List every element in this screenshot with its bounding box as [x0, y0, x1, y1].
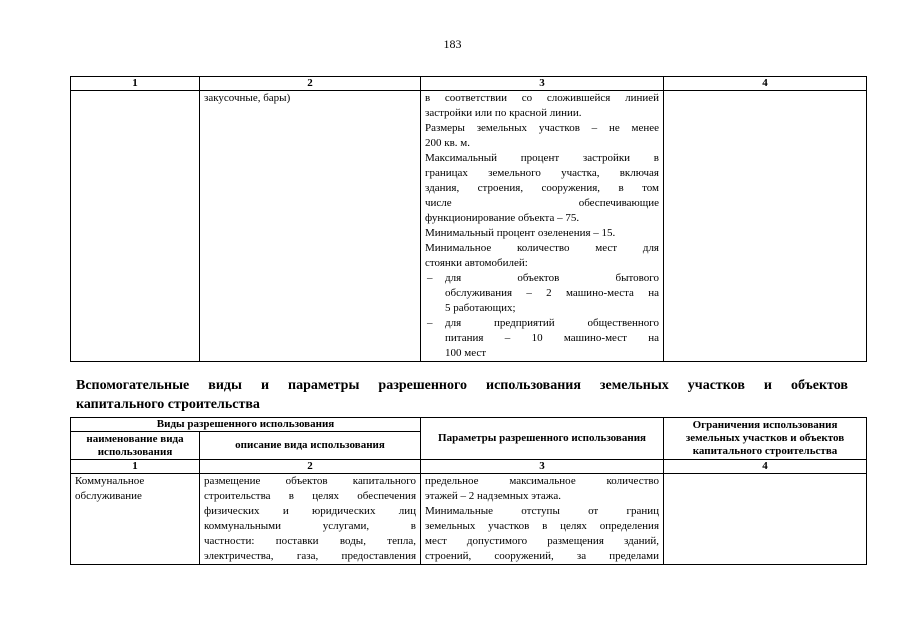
cell-parameters: [421, 91, 664, 362]
header-parameters: Параметры разрешенного использования: [421, 418, 664, 460]
section-heading-line: Вспомогательные виды и параметры разрешенного использования земельных участков и объектов: [76, 378, 848, 393]
desc-line: размещение объектов капитального: [204, 475, 417, 487]
param-line: в соответствии со сложившейся линией: [425, 92, 659, 104]
param-line: Минимальный процент озеленения – 15.: [425, 227, 616, 239]
desc-line: электричества, газа, предоставления: [204, 550, 417, 562]
param-line: здания, строения, сооружения, в том: [425, 182, 659, 194]
cell-restrictions: [664, 91, 867, 362]
param-line: мест допустимого размещения зданий,: [425, 535, 660, 547]
section-heading: [76, 376, 848, 414]
param-line: для предприятий общественного: [445, 317, 659, 329]
param-line: 100 мест: [445, 347, 487, 359]
param-line: земельных участков в целях определения: [425, 520, 660, 532]
param-line: строений, сооружений, за пределами: [425, 550, 660, 562]
page-number: 183: [443, 37, 462, 51]
cell-name: [71, 91, 200, 362]
cell-name: Коммунальное обслуживание: [71, 474, 200, 565]
table-row: [71, 474, 867, 565]
header-use-name: наименование вида использования: [71, 432, 200, 460]
col-number-2: 2: [200, 460, 421, 474]
desc-line: коммунальными услугами, в: [204, 520, 417, 532]
param-line: Максимальный процент застройки в: [425, 152, 659, 164]
col-number-4: 4: [664, 460, 867, 474]
dash-bullet-icon: –: [427, 317, 433, 329]
cell-description: закусочные, бары): [200, 91, 421, 362]
param-line: предельное максимальное количество: [425, 475, 660, 487]
col-number-3: 3: [421, 460, 664, 474]
cell-parameters: [421, 474, 664, 565]
param-line: 200 кв. м.: [425, 137, 470, 149]
col-number-1: 1: [71, 460, 200, 474]
auxiliary-uses-table: [70, 417, 867, 565]
param-line: стоянки автомобилей:: [425, 257, 528, 269]
dash-bullet-icon: –: [427, 272, 433, 284]
desc-line: частности: поставки воды, тепла,: [204, 535, 417, 547]
cell-description: [200, 474, 421, 565]
param-line: для объектов бытового: [445, 272, 659, 284]
param-line: застройки или по красной линии.: [425, 107, 582, 119]
desc-line: строительства в целях обеспечения: [204, 490, 417, 502]
param-line: функционирование объекта – 75.: [425, 212, 580, 224]
table-row: [71, 91, 867, 362]
cell-restrictions: [664, 474, 867, 565]
param-line: границах земельного участка, включая: [425, 167, 659, 179]
column-number-row: [71, 77, 867, 91]
header-use-types: Виды разрешенного использования: [71, 418, 421, 432]
dash-list-item: [425, 316, 659, 361]
param-line: 5 работающих;: [445, 302, 516, 314]
param-line: Минимальные отступы от границ: [425, 505, 660, 517]
section-heading-line: капитального строительства: [76, 397, 260, 412]
param-line: числе обеспечивающие: [425, 197, 659, 209]
header-row: [71, 418, 867, 432]
param-line: Минимальное количество мест для: [425, 242, 659, 254]
param-line: питания – 10 машино-мест на: [445, 332, 659, 344]
continued-table: [70, 76, 867, 362]
column-number-row: [71, 460, 867, 474]
param-line: Размеры земельных участков – не менее: [425, 122, 659, 134]
dash-list-item: [425, 271, 659, 316]
param-line: этажей – 2 надземных этажа.: [425, 490, 562, 502]
param-line: обслуживания – 2 машино-места на: [445, 287, 659, 299]
header-restrictions: Ограничения использования земельных участков и объектов капитального строительства: [664, 418, 867, 460]
col-number-2: 2: [200, 77, 421, 91]
desc-line: физических и юридических лиц: [204, 505, 417, 517]
col-number-4: 4: [664, 77, 867, 91]
col-number-3: 3: [421, 77, 664, 91]
col-number-1: 1: [71, 77, 200, 91]
header-use-description: описание вида использования: [200, 432, 421, 460]
